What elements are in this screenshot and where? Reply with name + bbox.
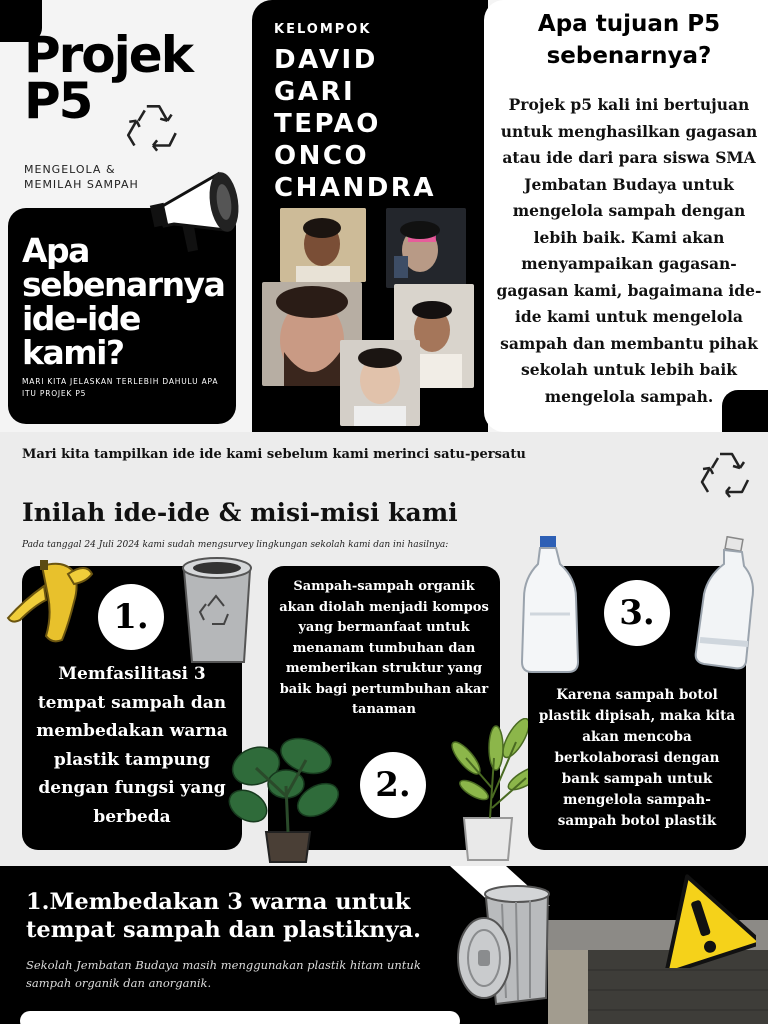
recycle-icon: [120, 96, 186, 162]
banana-peel-icon: [2, 556, 94, 646]
recycle-icon: [694, 444, 758, 508]
member-photo: [280, 208, 366, 282]
subtitle: MENGELOLA & MEMILAH SAMPAH: [24, 163, 139, 191]
member-name: DAVID: [274, 45, 378, 75]
content-bar: [20, 1011, 460, 1024]
member-name: CHANDRA: [274, 173, 436, 203]
group-label: KELOMPOK: [274, 22, 372, 37]
member-photo: [340, 340, 420, 426]
member-name: TEPAO: [274, 109, 381, 139]
corner-decoration: [722, 390, 768, 432]
idea-text: Karena sampah botol plastik dipisah, maka kita akan mencoba berkolaborasi dengan bank sampah untuk mengelola sampah-sampah botol plastik: [538, 687, 736, 829]
detail-note: Sekolah Jembatan Budaya masih menggunakan plastik hitam untuk sampah organik dan anorganik.: [26, 958, 421, 990]
title-line-1: Projek: [24, 26, 192, 84]
idea-number: 1.: [98, 584, 164, 650]
metal-trash-bin-icon: [456, 880, 552, 1012]
member-name: ONCO: [274, 141, 370, 171]
detail-heading: 1.Membedakan 3 warna untuk tempat sampah dan plastiknya.: [26, 889, 422, 943]
goal-body: Projek p5 kali ini bertujuan untuk menghasilkan gagasan atau ide dari para siswa SMA Jembatan Budaya untuk mengelola sampah dengan lebih baik. Kami akan menyampaikan gagasan-gagasan kami, bagaimana ide-ide kami untuk mengelola sampah dan membantu pihak sekolah untuk lebih baik mengelola sampah.: [496, 95, 762, 406]
plastic-bottle-icon: [690, 536, 758, 672]
trash-can-icon: [178, 550, 256, 668]
plastic-bottle-icon: [516, 534, 584, 676]
ideas-intro: Mari kita tampilkan ide ide kami sebelum kami merinci satu-persatu: [22, 447, 526, 462]
idea-text: Memfasilitasi 3 tempat sampah dan membedakan warna plastik tampung dengan fungsi yang berbeda: [36, 664, 228, 827]
intro-card-title: Apa sebenarnya ide-ide kami?: [22, 231, 225, 372]
member-list: [274, 44, 436, 204]
goal-heading: Apa tujuan P5 sebenarnya?: [537, 11, 721, 69]
ideas-heading: Inilah ide-ide & misi-misi kami: [22, 498, 458, 527]
survey-note: Pada tanggal 24 Juli 2024 kami sudah mengsurvey lingkungan sekolah kami dan ini hasilnya:: [22, 540, 449, 550]
member-photo: [386, 208, 466, 288]
megaphone-icon: [146, 160, 246, 260]
warning-icon: [648, 868, 756, 968]
title-line-2: P5: [24, 72, 92, 130]
idea-number: 3.: [604, 580, 670, 646]
member-name: GARI: [274, 77, 356, 107]
plant-icon: [226, 736, 344, 864]
intro-card-note: MARI KITA JELASKAN TERLEBIH DAHULU APA ITU PROJEK P5: [22, 377, 219, 398]
idea-number: 2.: [360, 752, 426, 818]
idea-text: Sampah-sampah organik akan diolah menjadi kompos yang bermanfaat untuk menanam tumbuhan dan memberikan struktur yang baik bagi pertumbuhan akar tanaman: [279, 579, 489, 717]
